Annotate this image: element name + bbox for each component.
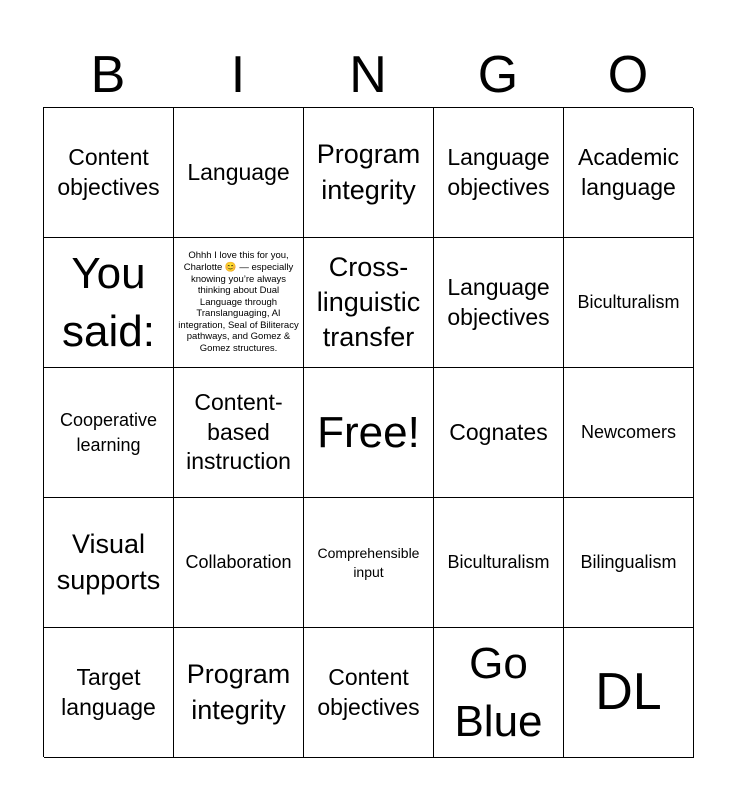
cell-label: Cross-linguistic transfer <box>316 251 421 353</box>
header-letter-b: B <box>90 46 126 104</box>
bingo-cell-r3-c4[interactable] <box>564 498 694 628</box>
cell-label: Program integrity <box>186 659 291 725</box>
free-space-label: Free! <box>317 407 420 457</box>
bingo-cell-r0-c2[interactable] <box>304 108 434 238</box>
bingo-cell-r2-c4[interactable] <box>564 368 694 498</box>
bingo-cell-r3-c0[interactable] <box>44 498 174 628</box>
cell-label: Biculturalism <box>447 552 550 573</box>
cell-label: Cognates <box>449 418 548 445</box>
cell-label: Comprehensible input <box>317 545 420 580</box>
bingo-cell-r1-c1[interactable] <box>174 238 304 368</box>
cell-label: Academic language <box>578 143 679 200</box>
header-letter-g: G <box>477 46 519 104</box>
cell-label: Language objectives <box>447 143 550 200</box>
bingo-cell-r1-c4[interactable] <box>564 238 694 368</box>
bingo-cell-r2-c3[interactable] <box>434 368 564 498</box>
bingo-cell-r4-c0[interactable] <box>44 628 174 758</box>
bingo-cell-r4-c2[interactable] <box>304 628 434 758</box>
header-letter-i: I <box>230 46 246 104</box>
cell-label: Bilingualism <box>580 552 677 573</box>
cell-label: Target language <box>61 663 156 720</box>
cell-label: Collaboration <box>185 552 292 573</box>
cell-label: Biculturalism <box>577 292 680 313</box>
bingo-header <box>43 44 693 106</box>
cell-label: DL <box>595 662 662 721</box>
header-letter-n: N <box>349 46 387 104</box>
cell-label: Language objectives <box>447 273 550 330</box>
cell-label: Go Blue <box>454 639 543 746</box>
cell-label: Ohhh I love this for you, Charlotte 😊 — especially knowing you’re always thinking about Dual Language through Translanguaging, AI integration, Seal of Biliteracy pathways, and Gomez & Gomez structures. <box>178 250 299 355</box>
bingo-cell-r4-c3[interactable] <box>434 628 564 758</box>
bingo-cell-r1-c3[interactable] <box>434 238 564 368</box>
bingo-cell-r0-c3[interactable] <box>434 108 564 238</box>
cell-label: Program integrity <box>316 139 421 205</box>
bingo-cell-r0-c1[interactable] <box>174 108 304 238</box>
bingo-board <box>43 107 693 757</box>
bingo-cell-r0-c4[interactable] <box>564 108 694 238</box>
cell-label: Content-based instruction <box>186 388 291 475</box>
cell-label: Content objectives <box>57 143 160 200</box>
bingo-cell-r4-c4[interactable] <box>564 628 694 758</box>
cell-label: You said: <box>62 249 155 356</box>
bingo-cell-r2-c1[interactable] <box>174 368 304 498</box>
cell-label: Newcomers <box>580 422 677 443</box>
bingo-cell-r2-c2[interactable] <box>304 368 434 498</box>
bingo-cell-r3-c1[interactable] <box>174 498 304 628</box>
bingo-cell-r4-c1[interactable] <box>174 628 304 758</box>
bingo-cell-r0-c0[interactable] <box>44 108 174 238</box>
bingo-cell-r3-c3[interactable] <box>434 498 564 628</box>
bingo-cell-r1-c0[interactable] <box>44 238 174 368</box>
cell-label: Language <box>187 158 290 185</box>
cell-label: Content objectives <box>317 663 420 720</box>
header-letter-o: O <box>607 46 649 104</box>
cell-label: Visual supports <box>56 529 161 595</box>
bingo-cell-r2-c0[interactable] <box>44 368 174 498</box>
bingo-cell-r1-c2[interactable] <box>304 238 434 368</box>
bingo-cell-r3-c2[interactable] <box>304 498 434 628</box>
cell-label: Cooperative learning <box>59 410 158 455</box>
